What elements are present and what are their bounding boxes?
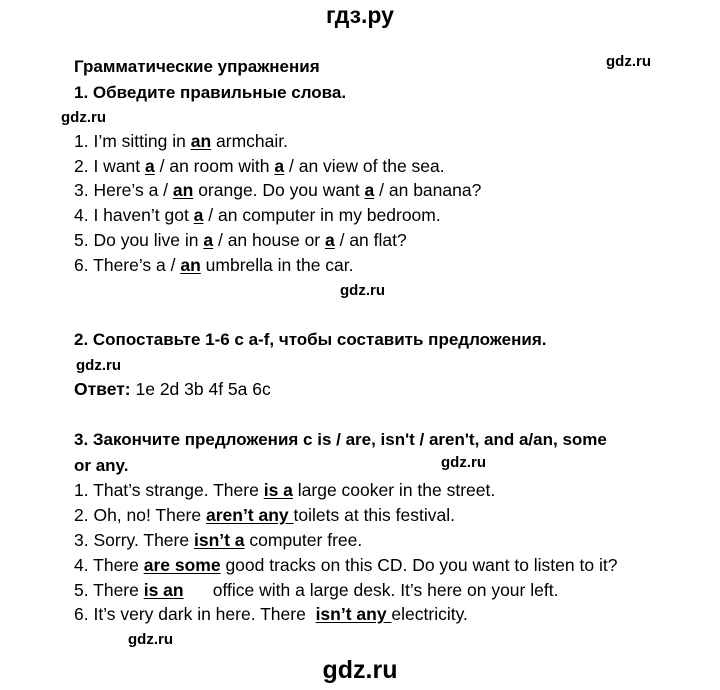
answer: isn’t a [193,530,245,550]
answer: a [145,156,155,176]
answer-value: 1e 2d 3b 4f 5a 6c [130,379,271,399]
answer: isn’t any [315,604,392,624]
exercise1-line: 6. There’s a / an umbrella in the car. [74,255,354,275]
exercise3-line: 2. Oh, no! There aren’t any toilets at this festival. [74,505,455,525]
exercise1-line: 5. Do you live in a / an house or a / an flat? [74,230,407,250]
answer: an [172,180,194,200]
answer: an [180,255,201,275]
exercise3-title-cont: or any. [74,456,129,475]
exercise1-line: 3. Here’s a / an orange. Do you want a / an banana? [74,180,482,200]
exercise2-title: 2. Сопоставьте 1-6 с a-f, чтобы составить предложения. [74,330,547,349]
exercise1-line: 2. I want a / an room with a / an view of the sea. [74,156,445,176]
exercise2-answer [74,379,271,400]
answer-label: Ответ: [74,379,131,399]
answer: is an [143,580,184,600]
watermark: gdz.ru [76,357,121,374]
site-footer: gdz.ru [322,656,398,684]
answer: a [364,180,375,200]
answer: an [190,131,212,151]
exercise1-line: 1. I’m sitting in an armchair. [74,131,288,151]
watermark: gdz.ru [340,282,385,299]
answer: a [325,230,335,250]
section-title: Грамматические упражнения [74,57,320,76]
exercise1-title: 1. Обведите правильные слова. [74,83,347,102]
site-header: гдз.ру [326,2,394,28]
answer: a [274,156,285,176]
answer: a [203,230,214,250]
exercise3-line: 6. It’s very dark in here. There isn’t any electricity. [74,604,468,624]
exercise3-line: 1. That’s strange. There is a large cooker in the street. [74,480,496,500]
answer: is a [263,480,293,500]
watermark: gdz.ru [128,631,173,648]
watermark: gdz.ru [606,53,651,70]
exercise3-line: 4. There are some good tracks on this CD. Do you want to listen to it? [74,555,618,575]
exercise3-line: 3. Sorry. There isn’t a computer free. [74,530,363,550]
answer: are some [143,555,221,575]
watermark: gdz.ru [61,109,106,126]
exercise3-title: 3. Закончите предложения с is / are, isn't / aren't, and a/an, some [74,430,607,449]
exercise3-line: 5. There is an office with a large desk. It’s here on your left. [74,580,559,600]
answer: a [193,205,204,225]
watermark: gdz.ru [441,454,486,471]
answer: aren’t any [205,505,294,525]
exercise1-line: 4. I haven’t got a / an computer in my bedroom. [74,205,441,225]
